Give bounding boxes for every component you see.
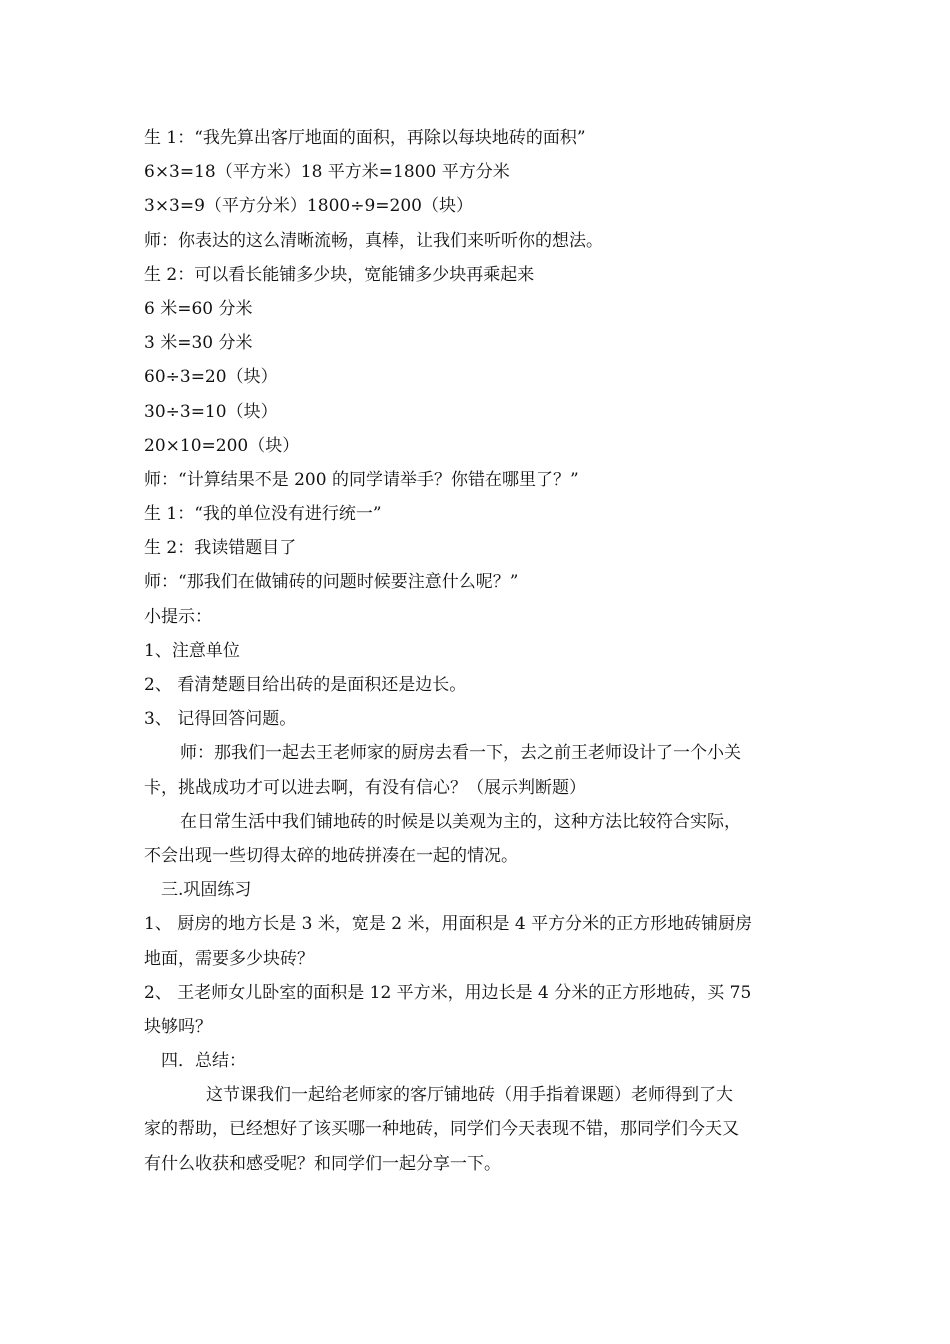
text-line-teacher-praise: 师：你表达的这么清晰流畅，真棒，让我们来听听你的想法。 (144, 230, 603, 251)
text-line-tip-3: 3、 记得回答问题。 (144, 709, 297, 730)
text-line-teacher-kitchen-cont: 卡，挑战成功才可以进去啊，有没有信心？（展示判断题） (144, 777, 586, 798)
text-line-calc-5: 60÷3=20（块） (144, 367, 278, 388)
text-line-calc-3: 6 米=60 分米 (144, 298, 253, 319)
text-line-student2-method: 生 2：可以看长能铺多少块，宽能铺多少块再乘起来 (144, 264, 535, 285)
text-line-student2-answer: 生 2：我读错题目了 (144, 538, 297, 559)
section-heading-practice: 三.巩固练习 (161, 880, 252, 901)
text-line-exercise-1: 1、 厨房的地方长是 3 米，宽是 2 米，用面积是 4 平方分米的正方形地砖铺厨房 (144, 914, 753, 935)
section-heading-summary: 四．总结： (161, 1051, 246, 1072)
text-line-calc-6: 30÷3=10（块） (144, 401, 278, 422)
text-line-calc-2: 3×3=9（平方分米）1800÷9=200（块） (144, 196, 473, 217)
text-line-exercise-2: 2、 王老师女儿卧室的面积是 12 平方米，用边长是 4 分米的正方形地砖，买 75 (144, 982, 752, 1003)
text-line-teacher-kitchen: 师：那我们一起去王老师家的厨房去看一下，去之前王老师设计了一个小关 (180, 743, 741, 764)
text-line-exercise-2-cont: 块够吗？ (144, 1016, 212, 1037)
text-line-summary: 这节课我们一起给老师家的客厅铺地砖（用手指着课题）老师得到了大 (206, 1085, 733, 1106)
text-line-tip-2: 2、 看清楚题目给出砖的是面积还是边长。 (144, 675, 467, 695)
text-line-summary-cont-1: 家的帮助，已经想好了该买哪一种地砖，同学们今天表现不错，那同学们今天又 (144, 1119, 739, 1140)
text-line-calc-1: 6×3=18（平方米）18 平方米=1800 平方分米 (144, 162, 510, 183)
text-line-summary-cont-2: 有什么收获和感受呢？和同学们一起分享一下。 (144, 1153, 501, 1174)
text-line-student1-answer: 生 1：“我的单位没有进行统一” (144, 504, 382, 525)
text-line-tip-1: 1、注意单位 (144, 640, 240, 661)
document-body (144, 121, 814, 1181)
text-line-teacher-attention: 师：“那我们在做铺砖的问题时候要注意什么呢？” (144, 572, 519, 593)
text-line-exercise-1-cont: 地面，需要多少块砖？ (144, 948, 314, 969)
text-line-tips-heading: 小提示： (144, 606, 212, 627)
text-line-student1-method: 生 1：“我先算出客厅地面的面积，再除以每块地砖的面积” (144, 128, 586, 148)
text-line-calc-7: 20×10=200（块） (144, 435, 300, 456)
text-line-daily-life: 在日常生活中我们铺地砖的时候是以美观为主的，这种方法比较符合实际， (180, 811, 741, 832)
text-line-teacher-question: 师：“计算结果不是 200 的同学请举手？你错在哪里了？” (144, 469, 579, 490)
text-line-calc-4: 3 米=30 分米 (144, 333, 253, 354)
text-line-daily-life-cont: 不会出现一些切得太碎的地砖拼凑在一起的情况。 (144, 845, 518, 866)
